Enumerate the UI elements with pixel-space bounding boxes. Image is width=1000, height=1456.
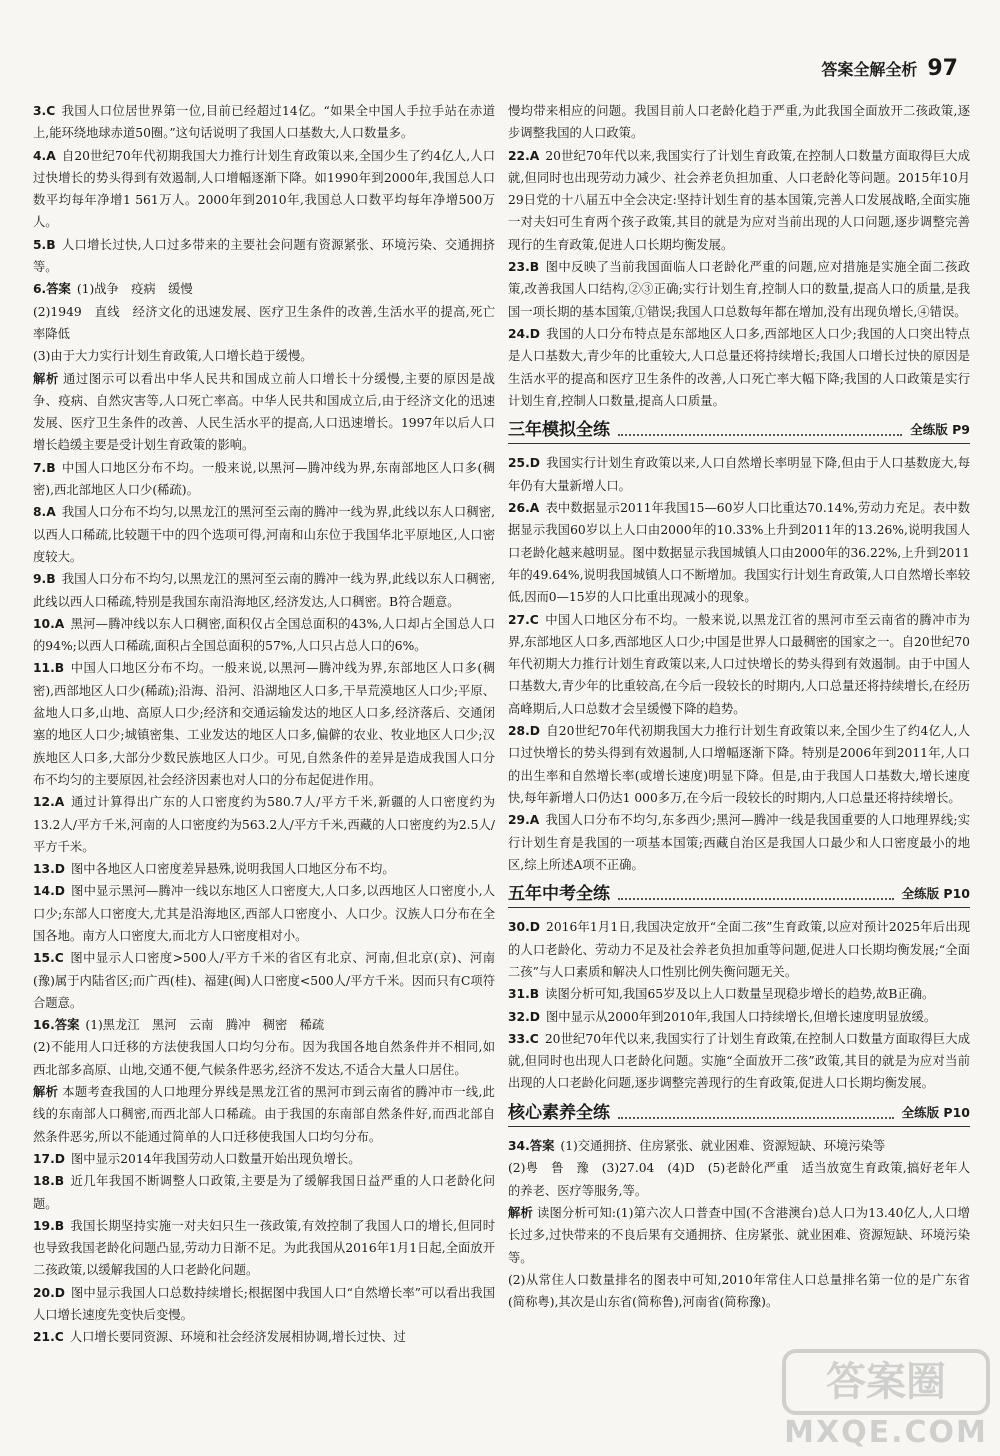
answer-item <box>33 880 495 947</box>
question-number: 10.A <box>33 616 65 631</box>
analysis-label: 解析 <box>33 371 59 386</box>
answer-text: 人口增长要同资源、环境和社会经济发展相协调,增长过快、过 <box>69 1330 406 1345</box>
question-number: 13.D <box>33 862 65 877</box>
answer-text: 我国人口位居世界第一位,目前已经超过14亿。“如果全中国人手拉手站在赤道上,能环绕地球赤道50圈。”这句话说明了我国人口基数大,人口数量多。 <box>33 104 495 141</box>
answer-item <box>33 1036 495 1081</box>
answer-text: 我国人口分布不均匀,以黑龙江的黑河至云南的腾冲一线为界,此线以东人口稠密,此线以西人口稀疏,特别是我国东南沿海地区,经济发达,人口稠密。B符合题意。 <box>33 572 495 609</box>
section-reference: 全练版 P9 <box>910 422 970 438</box>
page-header <box>821 56 958 81</box>
answer-text: 20世纪70年代以来,我国实行了计划生育政策,在控制人口数量方面取得巨大成就,但同时也出现人口老龄化问题。实施“全面放开二孩”政策,其目的就是为应对当前出现的人口老龄化问题,逐步调整完善现行的生育政策,促进人口长期均衡发展。 <box>508 1031 970 1091</box>
question-number: 11.B <box>33 661 65 676</box>
answer-text: 图中显示黑河—腾冲一线以东地区人口密度大,人口多,以西地区人口密度小,人口少;东部人口密度大,尤其是沿海地区,西部人口密度小、人口少。汉族人口分布在全国各地。南方人口密度大,而北方人口密度相对小。 <box>33 884 495 943</box>
answer-text: 图中显示人口密度>500人/平方千米的省区有北京、河南,但北京(京)、河南(豫)属于内陆省区;而广西(桂)、福建(闽)人口密度<500人/平方千米。因而只有C项符合题意。 <box>33 951 495 1010</box>
answer-item <box>33 1148 495 1170</box>
answer-item <box>33 301 495 346</box>
answer-item <box>508 809 970 876</box>
answer-text: 本题考查我国的人口地理分界线是黑龙江省的黑河市到云南省的腾冲市一线,此线的东南部人口稠密,而西北部人口稀疏。由于我国的东南部自然条件好,而西北部自然条件恶劣,所以不能通过简单的人口迁移使我国人口均匀分布。 <box>33 1085 495 1144</box>
watermark-url: MXQE.COM <box>784 1415 988 1450</box>
question-number: 20.D <box>33 1285 65 1300</box>
answer-item <box>33 457 495 502</box>
section-header <box>508 1102 970 1127</box>
question-number: 23.B <box>508 260 540 275</box>
answer-text: (2)粤 鲁 豫 (3)27.04 (4)D (5)老龄化严重 适当放宽生育政策,搞好老年人的养老、医疗等服务,等。 <box>508 1161 970 1198</box>
answer-item <box>508 1135 970 1157</box>
watermark-text: 答案圈 <box>782 1349 990 1415</box>
answer-item <box>33 1081 495 1148</box>
answer-text: 图中显示2014年我国劳动人口数量开始出现负增长。 <box>71 1151 361 1166</box>
answer-item <box>508 100 970 145</box>
answer-text: 读图分析可知,我国65岁及以上人口数量呈现稳步增长的趋势,故B正确。 <box>545 987 935 1002</box>
question-number: 6.答案 <box>33 282 71 297</box>
section-title: 三年模拟全练 <box>508 420 610 441</box>
question-number: 29.A <box>508 813 540 828</box>
question-number: 14.D <box>33 884 65 899</box>
answer-item <box>33 613 495 658</box>
answer-text: (1)战争 疫病 缓慢 <box>76 282 193 297</box>
answer-text: 我国的人口分布特点是东部地区人口多,西部地区人口少;我国的人口突出特点是人口基数大,青少年的比重较大,人口总量还将持续增长;我国人口增长过快的原因是生活水平的提高和医疗卫生条件的改善,人口死亡率大幅下降;我国的人口政策是实行计划生育,控制人口数量,提高人口质量。 <box>508 326 970 408</box>
answer-text: 通过计算得出广东的人口密度约为580.7人/平方千米,新疆的人口密度约为13.2人/平方千米,河南的人口密度约为563.2人/平方千米,西藏的人口密度约为2.5人/平方千米。 <box>33 795 495 854</box>
section-leader-dots <box>618 888 894 900</box>
answer-item <box>508 1157 970 1202</box>
answer-item <box>508 497 970 608</box>
answer-item <box>33 278 495 300</box>
answer-item <box>33 568 495 613</box>
section-reference: 全练版 P10 <box>901 886 970 902</box>
section-title: 核心素养全练 <box>508 1102 610 1123</box>
answer-item <box>33 345 495 367</box>
answer-text: 黑河—腾冲线以东人口稠密,面积仅占全国总面积的43%,人口却占全国总人口的94%;以西人口稀疏,面积占全国总面积的57%,人口只占总人口的6%。 <box>33 616 495 654</box>
answer-item <box>508 1269 970 1314</box>
section-reference: 全练版 P10 <box>901 1104 970 1120</box>
question-number: 17.D <box>33 1151 65 1166</box>
analysis-label: 解析 <box>33 1085 59 1100</box>
question-number: 9.B <box>33 572 56 587</box>
question-number: 34.答案 <box>508 1139 555 1154</box>
answer-text: 中国人口地区分布不均。一般来说,以黑龙江省的黑河市至云南省的腾冲市为界,东部地区人口多,西部地区人口少;中国是世界人口最稠密的国家之一。自20世纪70年代初期大力推行计划生育政策以来,人口过快增长的势头得到有效遏制。由于中国人口基数大,青少年的比重较高,在今后一段较长的时期内,人口总量还将持续增长,在经历高峰期后,人口总数才会呈缓慢下降的趋势。 <box>508 612 970 716</box>
answer-item <box>33 1282 495 1327</box>
answer-item <box>33 1170 495 1215</box>
page-number: 97 <box>927 56 958 81</box>
answer-text: 自20世纪70年代初期我国大力推行计划生育政策以来,全国少生了约4亿人,人口过快增长的势头得到有效遏制,人口增幅逐渐下降。如1990年到2000年,我国总人口数平均每年净增1 561万人。2000年到2010年,我国总人口数平均每年净增500万人。 <box>33 148 495 230</box>
question-number: 25.D <box>508 456 540 471</box>
question-number: 31.B <box>508 987 540 1002</box>
question-number: 5.B <box>33 237 56 252</box>
question-number: 15.C <box>33 951 64 966</box>
answer-item <box>33 100 495 145</box>
answer-item <box>508 256 970 323</box>
question-number: 26.A <box>508 501 540 516</box>
watermark-logo <box>782 1349 990 1450</box>
answer-item <box>33 501 495 568</box>
answer-item <box>508 720 970 809</box>
section-leader-dots <box>618 424 902 436</box>
question-number: 3.C <box>33 104 56 118</box>
answer-text: 图中各地区人口密度差异悬殊,说明我国人口地区分布不均。 <box>71 862 395 877</box>
question-number: 22.A <box>508 148 540 163</box>
answer-item <box>508 609 970 720</box>
answer-text: 表中数据显示2011年我国15—60岁人口比重达70.14%,劳动力充足。表中数据显示我国60岁以上人口由2000年的10.33%上升到2011年的13.26%,说明我国人口老龄化越来越明显。图中数据显示我国城镇人口由2000年的36.22%,上升到2011年的49.64%,说明我国城镇人口不断增加。我国实行计划生育政策,人口自然增长率较低,因而0—15岁的人口比重出现减小的现象。 <box>508 501 970 605</box>
section-leader-dots <box>618 1107 894 1119</box>
section-header <box>508 419 970 444</box>
answer-text: (1)黑龙江 黑河 云南 腾冲 稠密 稀疏 <box>85 1018 325 1033</box>
answer-text: 慢均带来相应的问题。我国目前人口老龄化趋于严重,为此我国全面放开二孩政策,逐步调整我国的人口政策。 <box>508 104 970 141</box>
answer-item <box>508 916 970 983</box>
answer-item <box>33 947 495 1014</box>
answer-text: 中国人口地区分布不均。一般来说,以黑河—腾冲线为界,东部地区人口多(稠密),西部地区人口少(稀疏);沿海、沿河、沿湖地区人口多,干旱荒漠地区人口少;平原、盆地人口多,山地、高原人口少;经济和交通运输发达的地区人口多,经济落后、交通闭塞的地区人口少;城镇密集、工业发达的地区人口多,偏僻的农业、牧业地区人口少;汉族地区人口多,大部分少数民族地区人口少。可见,自然条件的差异是造成我国人口分布不均匀的主要原因,社会经济因素也对人口的分布起促进作用。 <box>33 661 495 787</box>
analysis-label: 解析 <box>508 1205 533 1220</box>
question-number: 16.答案 <box>33 1018 80 1033</box>
section-title: 五年中考全练 <box>508 884 610 905</box>
answer-text: 2016年1月1日,我国决定放开“全面二孩”生育政策,以应对预计2025年后出现的人口老龄化、劳动力不足及社会养老负担加重等问题,促进人口长期均衡发展;“全面二孩”与人口素质和解决人口性别比例失衡问题无关。 <box>508 920 970 979</box>
answer-text: 我国人口分布不均匀,以黑龙江的黑河至云南的腾冲一线为界,此线以东人口稠密,以西人口稀疏,比较题干中的四个选项可得,河南和山东位于我国华北平原地区,人口密度较大。 <box>33 505 495 564</box>
answer-text: 读图分析可知:(1)第六次人口普查中国(不含港澳台)总人口为13.40亿人,人口增长过多,过快带来的不良后果有交通拥挤、住房紧张、就业困难、资源短缺、环境污染等。 <box>508 1205 970 1265</box>
question-number: 24.D <box>508 326 540 341</box>
answer-text: 人口增长过快,人口过多带来的主要社会问题有资源紧张、环境污染、交通拥挤等。 <box>33 237 495 275</box>
answer-text: (2)不能用人口迁移的方法使我国人口均匀分布。因为我国各地自然条件并不相同,如西北部多高原、山地,交通不便,气候条件恶劣,经济不发达,不适合大量人口居住。 <box>33 1040 495 1077</box>
left-column <box>33 100 495 1349</box>
answer-text: 自20世纪70年代初期我国大力推行计划生育政策以来,全国少生了约4亿人,人口过快增长的势头得到有效遏制,人口增幅逐渐下降。特别是2006年到2011年,人口的出生率和自然增长率(或增长速度)明显下降。但是,由于我国人口基数大,增长速度快,每年新增人口仍达1 000多万,在今后一段较长的时期内,人口总量还将持续增长。 <box>508 724 970 805</box>
answer-item <box>508 145 970 256</box>
question-number: 18.B <box>33 1174 65 1189</box>
answer-item <box>508 983 970 1005</box>
answer-text: (1)交通拥挤、住房紧张、就业困难、资源短缺、环境污染等 <box>560 1139 886 1154</box>
answer-item <box>33 858 495 880</box>
answer-item <box>508 452 970 497</box>
section-header <box>508 883 970 908</box>
answer-item <box>33 1014 495 1036</box>
answer-text: (3)由于大力实行计划生育政策,人口增长趋于缓慢。 <box>33 349 313 364</box>
question-number: 12.A <box>33 795 65 810</box>
answer-text: 中国人口地区分布不均。一般来说,以黑河—腾冲线为界,东南部地区人口多(稠密),西北部地区人口少(稀疏)。 <box>33 460 495 498</box>
answer-text: 图中显示从2000年到2010年,我国人口持续增长,但增长速度明显放缓。 <box>546 1009 937 1024</box>
answer-item <box>33 1326 495 1348</box>
answer-item <box>508 323 970 412</box>
right-column <box>508 100 970 1313</box>
answer-item <box>508 1028 970 1095</box>
answer-text: 图中反映了当前我国面临人口老龄化严重的问题,应对措施是实施全面二孩政策,改善我国人口结构,②③正确;实行计划生育,控制人口的数量,提高人口的质量,是我国一项长期的基本国策,①错误;我国人口总数每年都在增加,没有出现负增长,④错误。 <box>508 260 970 319</box>
answer-item <box>508 1006 970 1028</box>
answer-text: 20世纪70年代以来,我国实行了计划生育政策,在控制人口数量方面取得巨大成就,但同时也出现劳动力减少、社会养老负担加重、人口老龄化等问题。2015年10月29日党的十八届五中全会决定:坚持计划生育的基本国策,完善人口发展战略,全面实施一对夫妇可生育两个孩子政策,其目的就是为应对当前出现的人口问题,逐步调整完善现行的生育政策,促进人口长期均衡发展。 <box>508 148 970 252</box>
answer-text: (2)1949 直线 经济文化的迅速发展、医疗卫生条件的改善,生活水平的提高,死亡率降低 <box>33 304 495 341</box>
answer-item <box>508 1202 970 1269</box>
answer-text: 我国人口分布不均匀,东多西少;黑河—腾冲一线是我国重要的人口地理界线;实行计划生育是我国的一项基本国策;西藏自治区是我国人口最少和人口密度最小的地区,综上所述A项不正确。 <box>508 813 970 872</box>
answer-item <box>33 1215 495 1282</box>
question-number: 21.C <box>33 1330 64 1345</box>
question-number: 7.B <box>33 460 56 475</box>
answer-text: 我国实行计划生育政策以来,人口自然增长率明显下降,但由于人口基数庞大,每年仍有大量新增人口。 <box>508 456 970 493</box>
answer-item <box>33 145 495 234</box>
question-number: 30.D <box>508 920 540 935</box>
question-number: 28.D <box>508 724 540 739</box>
answer-item <box>33 368 495 457</box>
answer-item <box>33 234 495 279</box>
answer-text: 通过图示可以看出中华人民共和国成立前人口增长十分缓慢,主要的原因是战争、疫病、自然灾害等,人口死亡率高。中华人民共和国成立后,由于经济文化的迅速发展、医疗卫生条件的改善、人民生活水平的提高,人口迅速增长。1997年以后人口增长趋缓主要是受计划生育政策的影响。 <box>33 371 495 453</box>
question-number: 4.A <box>33 148 56 163</box>
answer-text: 我国长期坚持实施一对夫妇只生一孩政策,有效控制了我国人口的增长,但同时也导致我国老龄化问题凸显,劳动力日渐不足。为此我国从2016年1月1日起,全面放开二孩政策,以缓解我国的人口老龄化问题。 <box>33 1218 495 1278</box>
question-number: 27.C <box>508 612 539 627</box>
header-title: 答案全解全析 <box>821 60 918 79</box>
question-number: 33.C <box>508 1031 539 1046</box>
answer-item <box>33 657 495 791</box>
answer-text: 近几年我国不断调整人口政策,主要是为了缓解我国日益严重的人口老龄化问题。 <box>33 1174 495 1211</box>
question-number: 8.A <box>33 505 56 520</box>
answer-text: (2)从常住人口数量排名的图表中可知,2010年常住人口总量排名第一位的是广东省(简称粤),其次是山东省(简称鲁),河南省(简称豫)。 <box>508 1272 970 1310</box>
answer-item <box>33 791 495 858</box>
question-number: 32.D <box>508 1009 540 1024</box>
answer-text: 图中显示我国人口总数持续增长;根据图中我国人口“自然增长率”可以看出我国人口增长速度先变快后变慢。 <box>33 1285 495 1323</box>
question-number: 19.B <box>33 1218 65 1233</box>
